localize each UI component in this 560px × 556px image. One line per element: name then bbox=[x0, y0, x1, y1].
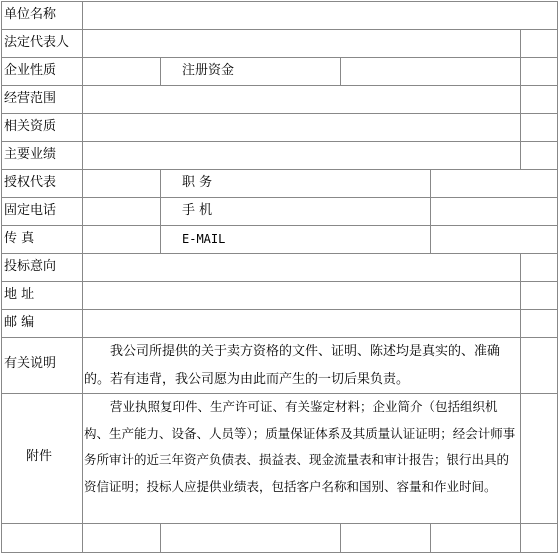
position-label: 职 务 bbox=[182, 175, 213, 190]
performance-label: 主要业绩 bbox=[4, 147, 57, 162]
fax-value[interactable] bbox=[82, 225, 161, 254]
reg-capital-extra[interactable] bbox=[520, 57, 558, 86]
qualification-value[interactable] bbox=[82, 113, 521, 142]
reg-capital-label: 注册资金 bbox=[182, 63, 235, 78]
phone-value[interactable] bbox=[82, 197, 161, 226]
mobile-value[interactable] bbox=[430, 197, 558, 226]
unit-name-value[interactable] bbox=[82, 1, 558, 30]
bottom-cell-1[interactable] bbox=[1, 523, 83, 553]
nature-value[interactable] bbox=[82, 57, 161, 86]
performance-value[interactable] bbox=[82, 141, 521, 170]
scope-label: 经营范围 bbox=[4, 91, 57, 106]
bottom-cell-5[interactable] bbox=[430, 523, 521, 553]
nature-label: 企业性质 bbox=[4, 63, 57, 78]
statement-extra[interactable] bbox=[520, 337, 558, 394]
authorized-rep-label: 授权代表 bbox=[4, 175, 57, 190]
mobile-label: 手 机 bbox=[182, 203, 213, 218]
postcode-extra[interactable] bbox=[520, 309, 558, 338]
bottom-cell-6[interactable] bbox=[520, 523, 558, 553]
statement-text: 我公司所提供的关于卖方资格的文件、证明、陈述均是真实的、准确的。若有违背，我公司愿为由此而产生的一切后果负责。 bbox=[84, 344, 501, 387]
attachment-label: 附件 bbox=[26, 449, 53, 464]
legal-rep-label: 法定代表人 bbox=[4, 35, 70, 50]
intent-label: 投标意向 bbox=[4, 259, 57, 274]
intent-extra[interactable] bbox=[520, 253, 558, 282]
attachment-text: 营业执照复印件、生产许可证、有关鉴定材料；企业简介（包括组织机构、生产能力、设备、人员等）；质量保证体系及其质量认证证明；经会计师事务所审计的近三年资产负债表、损益表、现金流量表和审计报告；银行出具的资信证明；投标人应提供业绩表，包括客户名称和国别、容量和作业时间。 bbox=[84, 399, 516, 494]
scope-value[interactable] bbox=[82, 85, 521, 114]
statement-label: 有关说明 bbox=[4, 356, 57, 371]
address-label: 地 址 bbox=[4, 287, 35, 302]
scope-extra[interactable] bbox=[520, 85, 558, 114]
performance-extra[interactable] bbox=[520, 141, 558, 170]
email-value[interactable] bbox=[430, 225, 558, 254]
bottom-cell-4[interactable] bbox=[340, 523, 431, 553]
authorized-rep-value[interactable] bbox=[82, 169, 161, 198]
qualification-label: 相关资质 bbox=[4, 119, 57, 134]
attachment-extra[interactable] bbox=[520, 393, 558, 524]
address-value[interactable] bbox=[82, 281, 521, 310]
qualification-extra[interactable] bbox=[520, 113, 558, 142]
phone-label: 固定电话 bbox=[4, 203, 57, 218]
legal-rep-extra[interactable] bbox=[520, 29, 558, 58]
bottom-cell-2[interactable] bbox=[82, 523, 161, 553]
postcode-label: 邮 编 bbox=[4, 315, 35, 330]
intent-value[interactable] bbox=[82, 253, 521, 282]
email-label: E-MAIL bbox=[182, 232, 226, 246]
legal-rep-value[interactable] bbox=[82, 29, 521, 58]
fax-label: 传 真 bbox=[4, 231, 35, 246]
unit-name-label: 单位名称 bbox=[4, 7, 57, 22]
position-value[interactable] bbox=[430, 169, 558, 198]
address-extra[interactable] bbox=[520, 281, 558, 310]
postcode-value[interactable] bbox=[82, 309, 521, 338]
bottom-cell-3[interactable] bbox=[160, 523, 341, 553]
reg-capital-value[interactable] bbox=[340, 57, 521, 86]
